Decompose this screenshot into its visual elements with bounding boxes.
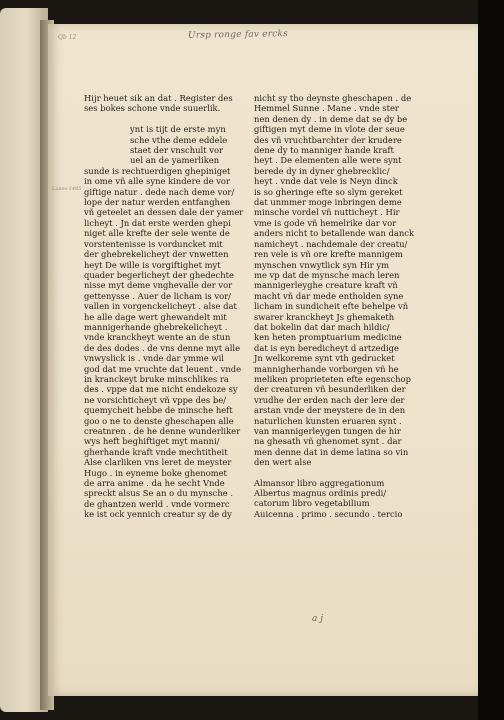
text-line: nen denen dy . in deme dat se dy be [254,113,408,124]
text-line: na ghesath vñ ghenomet synt . dar [254,436,402,447]
text-line: anders nicht to betallende wan danck [254,228,415,239]
text-line: quader begerlicheyt der ghedechte [84,269,234,280]
text-line: der ghebrekelicheyt der vnwetten [84,249,229,260]
text-line: nisse myt deme vnghevalle der vor [84,280,233,291]
right-text-column [254,93,414,519]
text-line: de des dodes . de vns denne myt alle [84,342,241,353]
text-line: catorum libro vegetabilium [254,498,370,509]
text-line: heyt De wille is vorgiftighet myt [84,259,221,270]
text-line: giftigen myt deme in vlote der seue [254,124,405,135]
text-line: Hemmel Sunne . Mane . vnde ster [254,103,399,114]
text-line [84,114,243,124]
text-line: mynschen vnwytlick syn Hir ym [254,259,390,270]
text-line: ynt is tijt de erste myn [130,124,226,135]
handwritten-head-annotation: Ursp ronge fav ercks [187,29,289,41]
margin-annotation: Lanes 1485 [52,186,82,192]
text-line: me vp dat de mynsche mach leren [254,269,400,280]
text-line: licheyt . Jn dat erste werden ghepi [84,217,231,228]
text-line: dene dy to manniger hande kraft [254,145,394,156]
text-line: van mannigerleygen tungen de hir [254,426,401,436]
text-line: mannigerhande ghebrekelicheyt . [84,321,228,332]
text-line: naturlichen kunsten eruaren synt . [254,415,402,426]
text-line: namicheyt . nachdemale der creatu/ [254,238,408,249]
text-line: minsche vordel vñ nutticheyt . Hir [254,207,400,218]
text-line: arstan vnde der meystere de in den [254,405,406,416]
text-line: berede dy in dyner ghebrecklic/ [254,165,390,176]
text-line: creatnren . de he denne wunderliker [84,426,241,436]
text-line: ne vorsichticheyt vñ vppe des be/ [84,394,226,405]
text-line: men denne dat in deme latina so vin [254,446,409,457]
text-line: in ome vñ alle syne kindere de vor [84,176,230,187]
text-line: he alle dage wert ghewandelt mit [84,311,227,322]
text-line: giftige natur . dede nach deme vor/ [84,186,235,197]
text-line: de arra anime . da he secht Vnde [84,478,225,489]
text-line: heyt . De elementen alle were synt [254,155,402,166]
text-line: ken heten promptuarium medicine [254,332,402,343]
text-line: dat unmmer moge inbringen deme [254,197,402,208]
text-line: goo o ne to denste gheschapen alle [84,415,234,426]
background-strip [478,0,504,720]
left-text-column [84,93,243,520]
text-line: vme is gode vñ hemelrike dar vor [254,217,397,228]
text-line: lope der natur werden entfanghen [84,197,231,208]
text-line: macht vñ dar mede entholden syne [254,290,404,301]
text-line: Auicenna . primo . secundo . tercio [254,508,403,519]
text-line: is so gheringe efte so slym gereket [254,186,403,197]
text-line: quemycheit hebbe de minsche heft [84,405,233,416]
text-line: vñ geteelet an dessen dale der yamer [84,207,244,218]
text-line: ses bokes schone vnde suuerlik. [84,103,221,114]
text-line: Alse clarliken vns leret de meyster [84,457,232,468]
text-line: ke ist ock yennich creatur sy de dy [84,509,232,520]
text-line: god dat me vruchte dat leuent . vnde [84,363,242,374]
line-gap [254,468,414,478]
text-line: der creaturen vñ besunderliken der [254,384,406,395]
text-line: wys heft beghiftiget myt manni/ [84,436,220,447]
text-line: vallen in vorgenckelicheyt . alse dat [84,301,237,312]
text-line: dat bokelin dat dar mach hildic/ [254,321,390,332]
text-line: uel an de yamerliken [130,155,220,166]
corner-annotation: Qb 12 [58,34,77,41]
text-line: staet der vnschult vor [130,145,224,156]
text-line: niget alle krefte der sele wente de [84,228,230,239]
text-line: in kranckeyt bruke minschlikes ra [84,373,229,384]
text-line: meliken proprieteten efte egenschop [254,373,411,384]
text-line: heyt . vnde dat vele is Neyn dinck [254,176,398,187]
text-line: Hijr heuet sik an dat . Register des [84,93,233,103]
text-line: Almansor libro aggregationum [254,477,385,488]
text-line: spreckt alsus Se an o du mynsche . [84,488,233,499]
text-line: des . vppe dat me nicht endekoze sy [84,384,238,395]
text-line: Hugo . in eyneme boke ghenomet [84,467,227,478]
text-line: den wert alse [254,457,312,468]
text-line: nicht sy tho deynste gheschapen . de [254,93,412,103]
text-line: gherhande kraft vnde mechtitheit [84,446,228,457]
text-line: gettenysse . Auer de licham is vor/ [84,290,231,301]
text-line: sche vthe deme eddele [130,134,228,145]
text-line: vorstentenisse is vorduncket mit [84,238,223,249]
text-line: mannigherhande vorborgen vñ he [254,363,399,374]
text-line: vnwyslick is . vnde dar ymme wil [84,353,224,364]
text-line: de ghantzen werld . vnde vormerc [84,498,230,509]
text-line: vnde kranckheyt wente an de stun [84,332,231,343]
text-line: licham in sundicheit efte behelpe vñ [254,301,409,312]
text-line: vrudhe der erden nach der lere der [254,394,405,405]
text-line: dat is eyn beredicheyt d artzedige [254,342,399,353]
text-line: Albertus magnus ordinis predi/ [254,488,387,499]
text-line: ren vele is vñ ore krefte mannigem [254,249,403,260]
text-line: Jn welkoreme synt vth gedrucket [254,353,395,364]
text-line: des vñ vruchtbarchter der krudere [254,134,402,145]
text-line: sunde is rechtuerdigen ghepiniget [84,165,231,176]
text-line: swarer kranckheyt Js ghemaketh [254,311,395,322]
folio-signature: a j [312,614,324,624]
text-line: mannigerleyghe creature kraft vñ [254,280,398,291]
